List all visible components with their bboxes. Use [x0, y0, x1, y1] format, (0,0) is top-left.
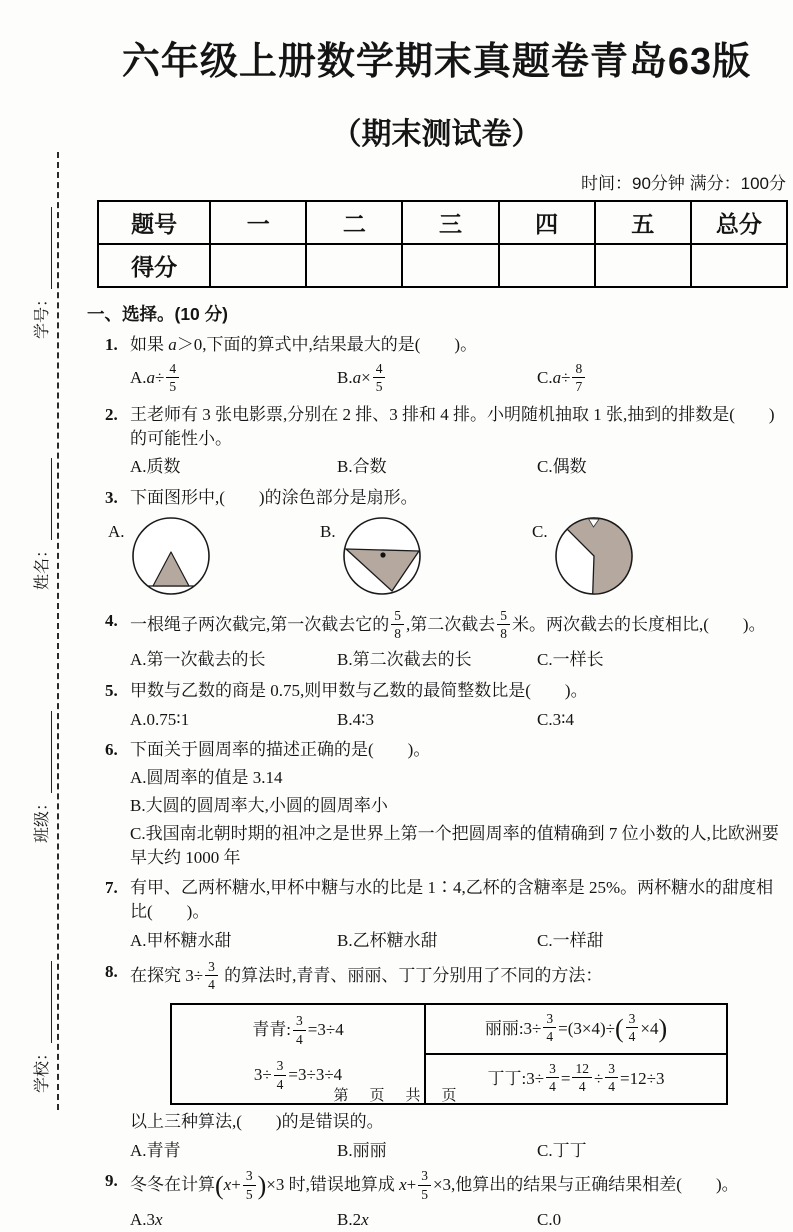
- question-5-option-b: B.4∶3: [337, 709, 375, 729]
- score-header-cell: 总分: [691, 201, 787, 244]
- blank-underline: [37, 458, 52, 540]
- school-field: [28, 923, 52, 1093]
- score-table-score-row: [98, 244, 787, 287]
- question-6-option-c: C.我国南北朝时期的祖冲之是世界上第一个把圆周率的值精确到 7 位小数的人,比欧洲要早大约 1000 年: [130, 823, 779, 867]
- question-1-stem: 如果 a＞0,下面的算式中,结果最大的是( )。: [130, 335, 478, 354]
- score-header-cell: 题号: [98, 201, 210, 244]
- score-empty-cell: [499, 244, 595, 287]
- page-title: 六年级上册数学期末真题卷青岛63版: [121, 41, 752, 83]
- question-4: [85, 609, 788, 672]
- question-4-option-b: B.第二次截去的长: [337, 649, 472, 669]
- question-2-option-c: C.偶数: [537, 457, 587, 477]
- score-table-header-row: [98, 201, 787, 244]
- question-5-stem: 甲数与乙数的商是 0.75,则甲数与乙数的最简整数比是( )。: [130, 680, 588, 700]
- question-1: [85, 333, 788, 396]
- student-id-label: 学号：: [34, 290, 51, 339]
- question-6-option-a: A.圆周率的值是 3.14: [130, 768, 283, 788]
- page-footer: 第 页 共 页: [333, 1087, 460, 1104]
- method-qingqing-line-2: 3÷ $\frac{3}{4}$ =3÷3÷4: [253, 1058, 343, 1092]
- blank-underline: [37, 711, 52, 793]
- question-2-stem: 王老师有 3 张电影票,分别在 2 排、3 排和 4 排。小明随机抽取 1 张,抽到的排数是( )的可能性小。: [130, 404, 775, 448]
- class-label: 班级：: [34, 794, 51, 843]
- method-qingqing-line-1: 青青: $\frac{3}{4}$ =3÷4: [252, 1013, 344, 1047]
- question-4-option-c: C.一样长: [537, 649, 604, 669]
- figure-b-label: B.: [320, 521, 336, 541]
- question-7-option-a: A.甲杯糖水甜: [130, 930, 232, 950]
- score-empty-cell: [210, 244, 306, 287]
- question-6-number: 6.: [105, 740, 118, 760]
- student-name-label: 姓名：: [34, 541, 51, 590]
- method-dingding-cell: 丁丁:3÷ $\frac{3}{4}$ = $\frac{12}{4}$ ÷ $\frac{3}{4}$ =12÷3: [487, 1060, 665, 1095]
- question-3-figures: [108, 514, 788, 602]
- question-8-option-a: A.青青: [130, 1140, 181, 1160]
- question-8-number: 8.: [105, 961, 118, 981]
- time-score-info: 时间：90分钟 满分：100分: [581, 174, 786, 193]
- question-8-option-c: C.丁丁: [537, 1140, 587, 1160]
- question-7-stem: 有甲、乙两杯糖水,甲杯中糖与水的比是 1∶4,乙杯的含糖率是 25%。两杯糖水的甜度相比( )。: [130, 878, 774, 922]
- question-9-option-c: C.0: [537, 1210, 562, 1230]
- question-6: [85, 738, 788, 869]
- score-header-cell: 一: [210, 201, 306, 244]
- class-field: [28, 673, 52, 843]
- figure-b: [320, 514, 532, 602]
- blank-underline: [37, 207, 52, 289]
- question-8: [85, 960, 788, 1163]
- question-9-option-b: B.2x: [337, 1210, 369, 1230]
- score-empty-cell: [306, 244, 402, 287]
- question-7-option-b: B.乙杯糖水甜: [337, 930, 438, 950]
- question-6-option-b: B.大圆的圆周率大,小圆的圆周率小: [130, 795, 388, 815]
- circle-inscribed-triangle-icon: [340, 514, 424, 598]
- figure-c: [532, 514, 636, 602]
- question-4-stem: 一根绳子两次截完,第一次截去它的 $\frac{5}{8}$ ,第二次截去 $\frac{5}{8}$ 米。两次截去的长度相比,( )。: [130, 607, 766, 642]
- school-label: 学校：: [34, 1044, 51, 1093]
- question-1-option-a: A.a÷ $\frac{4}{5}$: [130, 362, 337, 396]
- question-1-option-c: C.a÷ $\frac{8}{7}$: [537, 362, 788, 396]
- question-4-number: 4.: [105, 610, 118, 630]
- question-5-option-c: C.3∶4: [537, 709, 575, 729]
- figure-a-label: A.: [108, 521, 125, 541]
- score-empty-cell: [691, 244, 787, 287]
- score-row-label: 得分: [98, 244, 210, 287]
- cut-dashed-line: [57, 152, 59, 1110]
- question-9: [85, 1169, 788, 1232]
- circle-triangle-apex-center-icon: [129, 514, 213, 598]
- score-header-cell: 三: [402, 201, 498, 244]
- student-name-field: [28, 420, 52, 590]
- question-9-option-a: A.3x: [130, 1210, 163, 1230]
- question-2: [85, 403, 788, 479]
- score-header-cell: 五: [595, 201, 691, 244]
- score-empty-cell: [402, 244, 498, 287]
- score-empty-cell: [595, 244, 691, 287]
- question-1-number: 1.: [105, 335, 118, 354]
- question-3-number: 3.: [105, 488, 118, 508]
- question-8-stem: 在探究 3÷ $\frac{3}{4}$ 的算法时,青青、丽丽、丁丁分别用了不同的方法：: [130, 958, 603, 993]
- page-subtitle: （期末测试卷）: [331, 118, 542, 151]
- figure-c-label: C.: [532, 521, 548, 541]
- question-2-option-b: B.合数: [337, 457, 387, 477]
- question-5-option-a: A.0.75∶1: [130, 709, 190, 729]
- question-2-number: 2.: [105, 404, 118, 424]
- score-table: [97, 200, 788, 288]
- question-4-option-a: A.第一次截去的长: [130, 649, 266, 669]
- question-3-stem: 下面图形中,( )的涂色部分是扇形。: [130, 488, 418, 508]
- question-1-option-b: B.a× $\frac{4}{5}$: [337, 362, 537, 396]
- question-8-option-b: B.丽丽: [337, 1140, 387, 1160]
- question-7: [85, 876, 788, 952]
- score-header-cell: 二: [306, 201, 402, 244]
- main-content: [85, 18, 788, 1232]
- figure-a: [108, 514, 320, 602]
- question-9-stem: 冬冬在计算(x+ $\frac{3}{5}$ )×3 时,错误地算成 x+ $\frac{3}{5}$ ×3,他算出的结果与正确结果相差( )。: [130, 1168, 739, 1202]
- question-5: [85, 679, 788, 732]
- circle-shaded-sector-icon: [552, 514, 636, 598]
- question-2-option-a: A.质数: [130, 457, 181, 477]
- student-id-field: [28, 169, 52, 339]
- question-7-number: 7.: [105, 878, 118, 898]
- section-1-heading: 一、选择。(10 分): [87, 304, 228, 324]
- blank-underline: [37, 961, 52, 1043]
- question-3: [85, 486, 788, 510]
- score-header-cell: 四: [499, 201, 595, 244]
- question-6-stem: 下面关于圆周率的描述正确的是( )。: [130, 740, 431, 760]
- question-9-number: 9.: [105, 1171, 118, 1191]
- method-lili-cell: 丽丽:3÷ $\frac{3}{4}$ =(3×4)÷ ( $\frac{3}{4}$ ×4 ): [426, 1005, 726, 1055]
- question-5-number: 5.: [105, 680, 118, 700]
- question-8-after-table: 以上三种算法,( )的是错误的。: [130, 1111, 384, 1131]
- question-7-option-c: C.一样甜: [537, 930, 604, 950]
